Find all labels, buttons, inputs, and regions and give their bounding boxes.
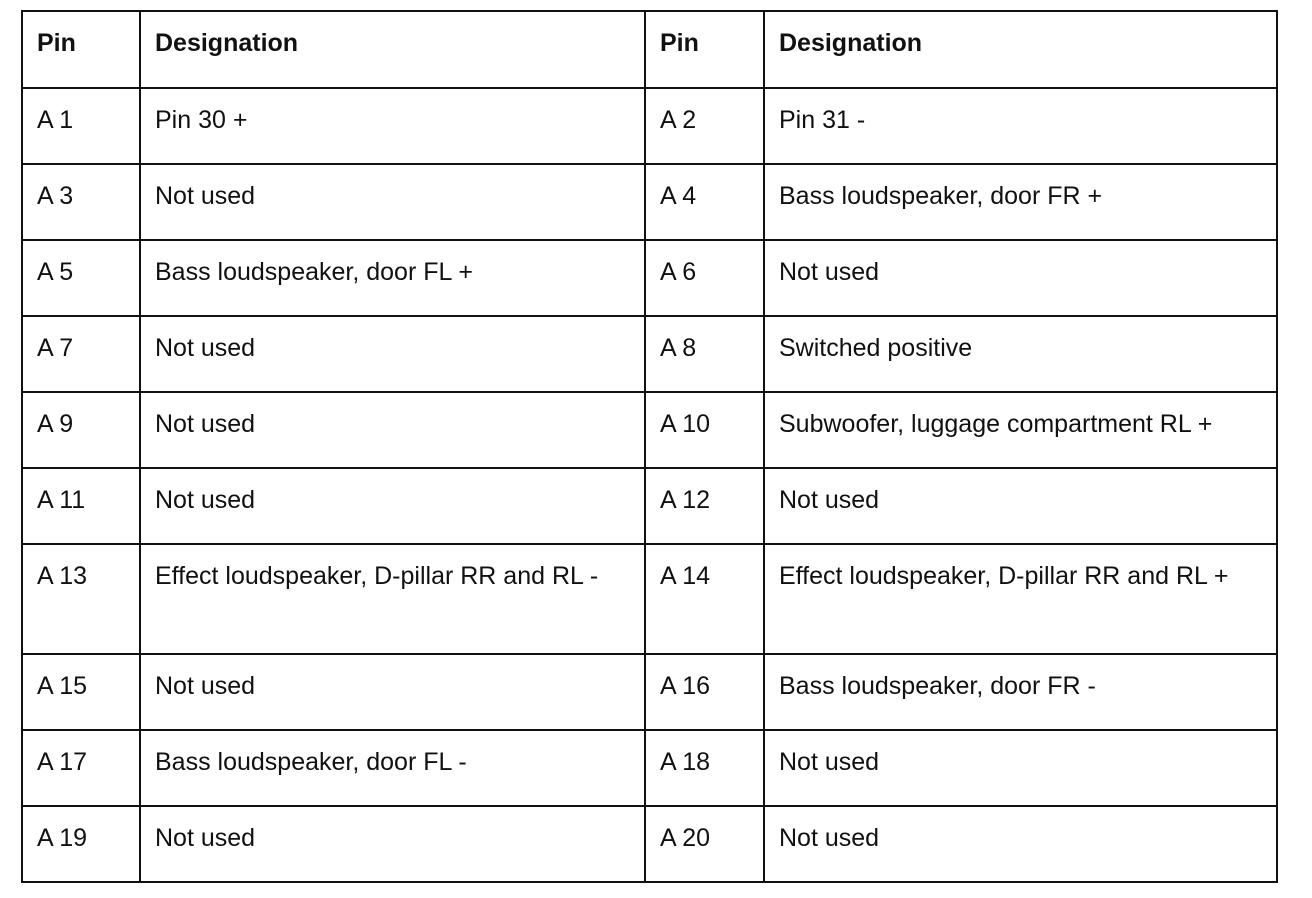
table-row — [22, 544, 1277, 654]
header-designation-left: Designation — [140, 11, 645, 88]
table-row — [22, 88, 1277, 164]
pin-cell: A 5 — [22, 240, 140, 316]
pin-cell: A 3 — [22, 164, 140, 240]
designation-cell: Bass loudspeaker, door FL - — [140, 730, 645, 806]
designation-cell: Not used — [140, 654, 645, 730]
pin-designation-table — [21, 10, 1278, 883]
header-pin-left: Pin — [22, 11, 140, 88]
designation-cell: Not used — [140, 316, 645, 392]
pin-cell: A 12 — [645, 468, 764, 544]
pin-cell: A 2 — [645, 88, 764, 164]
pin-cell: A 4 — [645, 164, 764, 240]
designation-cell: Not used — [764, 730, 1277, 806]
pin-cell: A 6 — [645, 240, 764, 316]
designation-cell: Not used — [764, 240, 1277, 316]
header-designation-right: Designation — [764, 11, 1277, 88]
pin-cell: A 1 — [22, 88, 140, 164]
pin-cell: A 18 — [645, 730, 764, 806]
designation-cell: Bass loudspeaker, door FL + — [140, 240, 645, 316]
designation-cell: Effect loudspeaker, D-pillar RR and RL - — [140, 544, 645, 654]
designation-cell: Switched positive — [764, 316, 1277, 392]
designation-cell: Bass loudspeaker, door FR + — [764, 164, 1277, 240]
designation-cell: Not used — [764, 468, 1277, 544]
designation-cell: Effect loudspeaker, D-pillar RR and RL + — [764, 544, 1277, 654]
pin-cell: A 13 — [22, 544, 140, 654]
designation-cell: Subwoofer, luggage compartment RL + — [764, 392, 1277, 468]
pin-cell: A 20 — [645, 806, 764, 882]
designation-cell: Bass loudspeaker, door FR - — [764, 654, 1277, 730]
table-row — [22, 730, 1277, 806]
table-row — [22, 164, 1277, 240]
designation-cell: Not used — [764, 806, 1277, 882]
pin-cell: A 7 — [22, 316, 140, 392]
table-row — [22, 806, 1277, 882]
pin-cell: A 11 — [22, 468, 140, 544]
pin-cell: A 19 — [22, 806, 140, 882]
table-header-row — [22, 11, 1277, 88]
designation-cell: Not used — [140, 164, 645, 240]
table-row — [22, 316, 1277, 392]
pin-cell: A 17 — [22, 730, 140, 806]
pin-cell: A 16 — [645, 654, 764, 730]
designation-cell: Not used — [140, 806, 645, 882]
table-row — [22, 468, 1277, 544]
table-row — [22, 654, 1277, 730]
pin-cell: A 9 — [22, 392, 140, 468]
designation-cell: Not used — [140, 468, 645, 544]
pin-cell: A 10 — [645, 392, 764, 468]
header-pin-right: Pin — [645, 11, 764, 88]
designation-cell: Pin 31 - — [764, 88, 1277, 164]
pin-cell: A 14 — [645, 544, 764, 654]
table-row — [22, 392, 1277, 468]
designation-cell: Not used — [140, 392, 645, 468]
designation-cell: Pin 30 + — [140, 88, 645, 164]
table-row — [22, 240, 1277, 316]
pin-cell: A 15 — [22, 654, 140, 730]
pin-cell: A 8 — [645, 316, 764, 392]
